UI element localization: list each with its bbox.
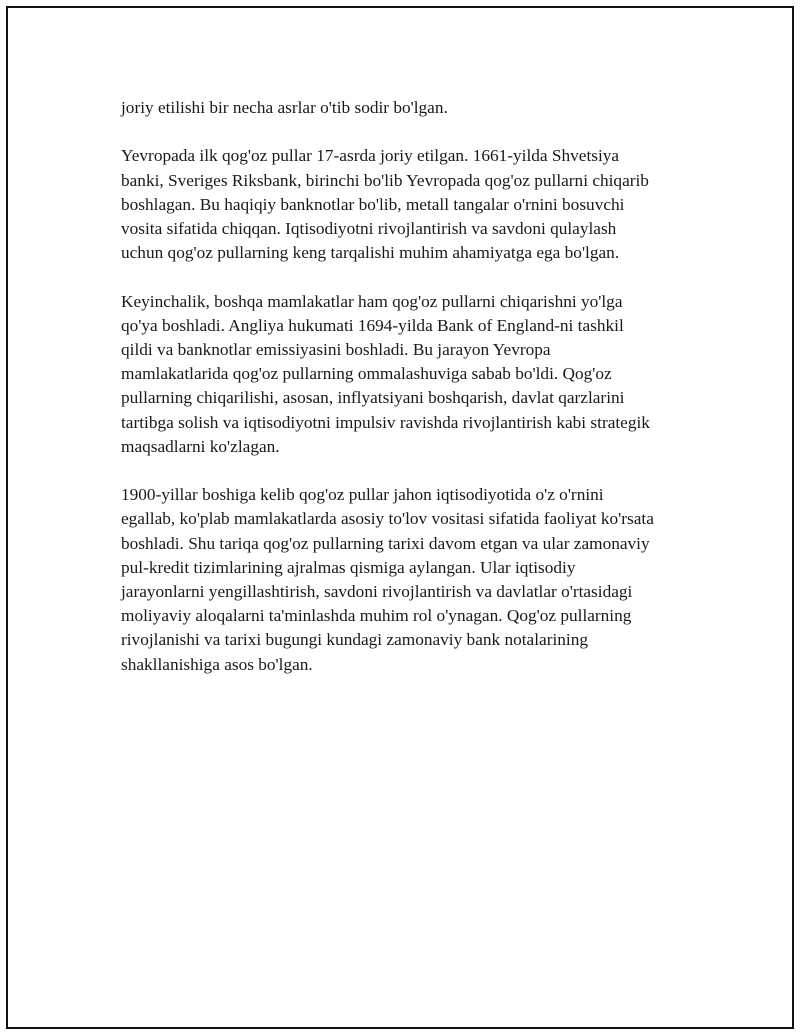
text-line: rivojlanishi va tarixi bugungi kundagi zamonaviy bank notalarining <box>121 630 588 650</box>
text-line: moliyaviy aloqalarni ta'minlashda muhim rol o'ynagan. Qog'oz pullarning <box>121 606 632 626</box>
paragraph-1 <box>121 96 701 120</box>
text-line: joriy etilishi bir necha asrlar o'tib sodir bo'lgan. <box>121 98 448 117</box>
text-line: Yevropada ilk qog'oz pullar 17-asrda joriy etilgan. 1661-yilda Shvetsiya <box>121 146 620 166</box>
text-line: boshladi. Shu tariqa qog'oz pullarning tarixi davom etgan va ular zamonaviy <box>121 533 650 553</box>
paragraph-3 <box>121 290 701 459</box>
document-page <box>6 6 794 1029</box>
text-line: pullarning chiqarilishi, asosan, inflyatsiyani boshqarish, davlat qarzlarini <box>121 388 625 408</box>
text-line: jarayonlarni yengillashtirish, savdoni rivojlantirish va davlatlar o'rtasidagi <box>121 582 633 602</box>
text-line: tartibga solish va iqtisodiyotni impulsiv ravishda rivojlantirish kabi strategik <box>121 412 650 432</box>
paragraph-2 <box>121 144 701 265</box>
paragraph-4 <box>121 483 701 677</box>
text-line: vosita sifatida chiqqan. Iqtisodiyotni rivojlantirish va savdoni qulaylash <box>121 219 617 238</box>
text-line: banki, Sveriges Riksbank, birinchi bo'lib Yevropada qog'oz pullarni chiqarib <box>121 170 649 190</box>
text-line: pul-kredit tizimlarining ajralmas qismiga aylangan. Ular iqtisodiy <box>121 557 576 577</box>
text-line: 1900-yillar boshiga kelib qog'oz pullar jahon iqtisodiyotida o'z o'rnini <box>121 485 604 505</box>
text-line: egallab, ko'plab mamlakatlarda asosiy to'lov vositasi sifatida faoliyat ko'rsata <box>121 509 654 529</box>
text-line: mamlakatlarida qog'oz pullarning ommalashuviga sabab bo'ldi. Qog'oz <box>121 364 612 384</box>
text-line: qo'ya boshladi. Angliya hukumati 1694-yilda Bank of England-ni tashkil <box>121 315 624 335</box>
text-line: Keyinchalik, boshqa mamlakatlar ham qog'oz pullarni chiqarishni yo'lga <box>121 291 623 311</box>
text-line: uchun qog'oz pullarning keng tarqalishi muhim ahamiyatga ega bo'lgan. <box>121 243 620 263</box>
document-body <box>121 96 701 701</box>
text-line: maqsadlarni ko'zlagan. <box>121 436 280 456</box>
text-line: shakllanishiga asos bo'lgan. <box>121 654 313 674</box>
text-line: boshlagan. Bu haqiqiy banknotlar bo'lib, metall tangalar o'rnini bosuvchi <box>121 194 625 214</box>
text-line: qildi va banknotlar emissiyasini boshladi. Bu jarayon Yevropa <box>121 340 551 359</box>
